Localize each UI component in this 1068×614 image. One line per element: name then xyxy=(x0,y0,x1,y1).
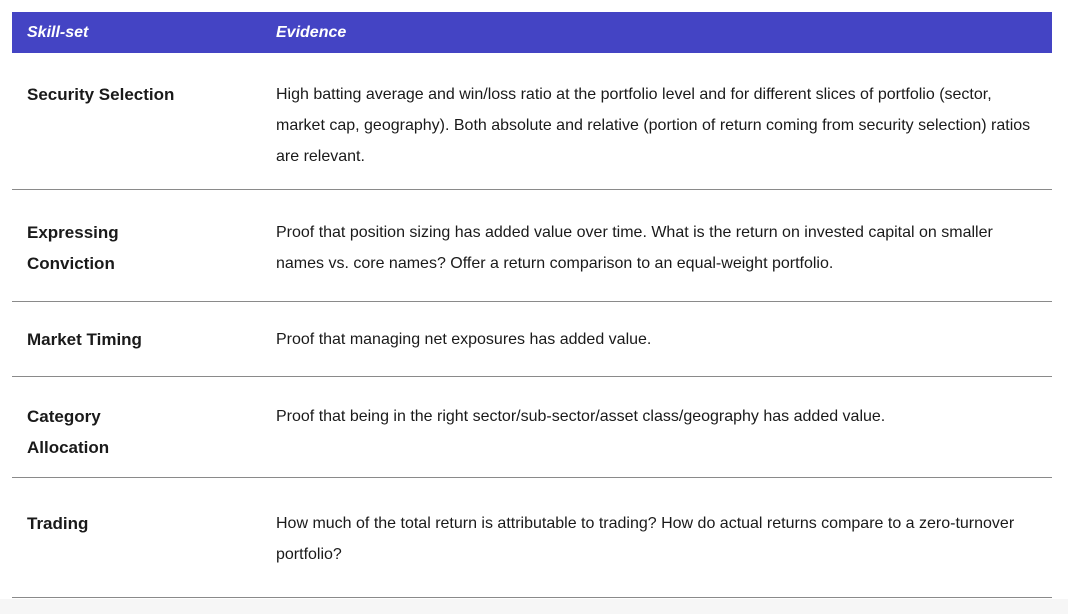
table-header xyxy=(12,12,1052,53)
skill-cell: Expressing Conviction xyxy=(27,223,119,273)
evidence-cell: Proof that managing net exposures has added value. xyxy=(276,331,652,348)
table-row xyxy=(12,377,1052,478)
evidence-cell: High batting average and win/loss ratio at the portfolio level and for different slices of portfolio (sector, market cap, geography). Both absolute and relative (portion of return coming from security selection) ratios are relevant. xyxy=(276,86,1031,165)
table-row xyxy=(12,478,1052,598)
table-row xyxy=(12,53,1052,190)
skill-cell: Security Selection xyxy=(27,85,175,104)
page-footer-band xyxy=(0,599,1068,614)
table-row xyxy=(12,190,1052,302)
evidence-cell: How much of the total return is attributable to trading? How do actual returns compare to a zero-turnover portfolio? xyxy=(276,515,1015,563)
header-skill-set: Skill-set xyxy=(27,23,89,41)
skill-cell: Category Allocation xyxy=(27,407,110,457)
skills-evidence-table xyxy=(12,12,1052,598)
skill-cell: Market Timing xyxy=(27,330,142,349)
evidence-cell: Proof that being in the right sector/sub-sector/asset class/geography has added value. xyxy=(276,408,886,425)
skill-cell: Trading xyxy=(27,514,89,533)
evidence-cell: Proof that position sizing has added value over time. What is the return on invested capital on smaller names vs. core names? Offer a return comparison to an equal-weight portfolio. xyxy=(276,224,993,272)
header-evidence: Evidence xyxy=(276,23,347,41)
table-row xyxy=(12,302,1052,377)
